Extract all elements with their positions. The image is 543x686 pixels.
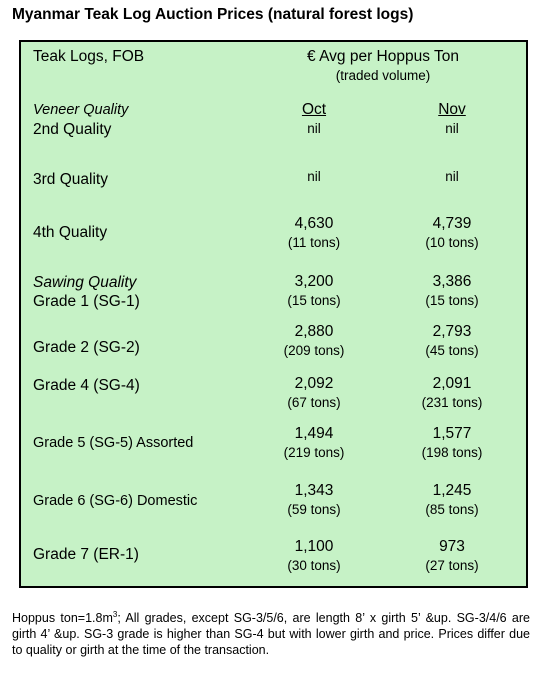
page-title: Myanmar Teak Log Auction Prices (natural forest logs) xyxy=(12,6,414,23)
nov-volume: (231 tons) xyxy=(421,395,483,410)
footnote-superscript: 3 xyxy=(112,610,118,619)
footnote xyxy=(12,607,530,658)
nov-price: 3,386 xyxy=(432,273,472,290)
oct-volume: (67 tons) xyxy=(287,395,341,410)
nov-volume: (10 tons) xyxy=(425,235,479,250)
nov-price: nil xyxy=(445,121,459,136)
section-veneer: Veneer Quality xyxy=(33,102,129,118)
oct-price: 1,494 xyxy=(294,425,334,442)
oct-price: 2,880 xyxy=(294,323,334,340)
row-label: Grade 1 (SG-1) xyxy=(33,293,140,310)
price-table xyxy=(19,40,528,588)
oct-price: 4,630 xyxy=(294,215,334,232)
nov-volume: (45 tons) xyxy=(425,343,479,358)
nov-volume: (15 tons) xyxy=(425,293,479,308)
oct-volume: (219 tons) xyxy=(283,445,345,460)
oct-price: nil xyxy=(307,169,321,184)
row-label: Grade 5 (SG-5) Assorted xyxy=(33,435,194,451)
footnote-text: Hoppus ton=1.8m xyxy=(12,611,113,626)
row-label: Grade 7 (ER-1) xyxy=(33,546,139,563)
header-label: Teak Logs, FOB xyxy=(33,48,145,65)
row-label: 3rd Quality xyxy=(33,171,108,188)
row-label: 2nd Quality xyxy=(33,121,112,138)
row-label: Grade 6 (SG-6) Domestic xyxy=(33,493,198,509)
section-sawing: Sawing Quality xyxy=(33,274,137,291)
oct-price: 1,100 xyxy=(294,538,334,555)
footnote-text-rest: ; All grades, except SG-3/5/6, are length 8’ x girth 5’ &up. SG-3/4/6 are girth 4’ &up. SG-3 grade is higher than SG-4 but with lower girth and price. Prices differ due to quality or girth at the time of the transaction. xyxy=(12,611,530,658)
oct-price: 2,092 xyxy=(294,375,334,392)
row-label: 4th Quality xyxy=(33,224,108,241)
row-label: Grade 2 (SG-2) xyxy=(33,339,140,356)
row-label: Grade 4 (SG-4) xyxy=(33,377,140,394)
nov-volume: (198 tons) xyxy=(421,445,483,460)
nov-volume: (85 tons) xyxy=(425,502,479,517)
nov-price: 4,739 xyxy=(432,215,472,232)
oct-volume: (11 tons) xyxy=(287,235,341,250)
oct-price: 3,200 xyxy=(294,273,334,290)
oct-volume: (59 tons) xyxy=(287,502,341,517)
nov-price: 2,793 xyxy=(432,323,472,340)
nov-price: 2,091 xyxy=(432,375,472,392)
nov-price: 973 xyxy=(439,538,465,555)
oct-price: nil xyxy=(307,121,321,136)
nov-price: nil xyxy=(445,169,459,184)
nov-price: 1,245 xyxy=(432,482,472,499)
oct-volume: (15 tons) xyxy=(287,293,341,308)
header-unit: € Avg per Hoppus Ton xyxy=(307,48,459,65)
header-unit-sub: (traded volume) xyxy=(335,68,431,83)
nov-volume: (27 tons) xyxy=(425,558,479,573)
column-nov: Nov xyxy=(438,101,466,118)
nov-price: 1,577 xyxy=(432,425,472,442)
column-oct: Oct xyxy=(301,101,327,118)
oct-price: 1,343 xyxy=(294,482,334,499)
oct-volume: (30 tons) xyxy=(287,558,341,573)
oct-volume: (209 tons) xyxy=(283,343,345,358)
